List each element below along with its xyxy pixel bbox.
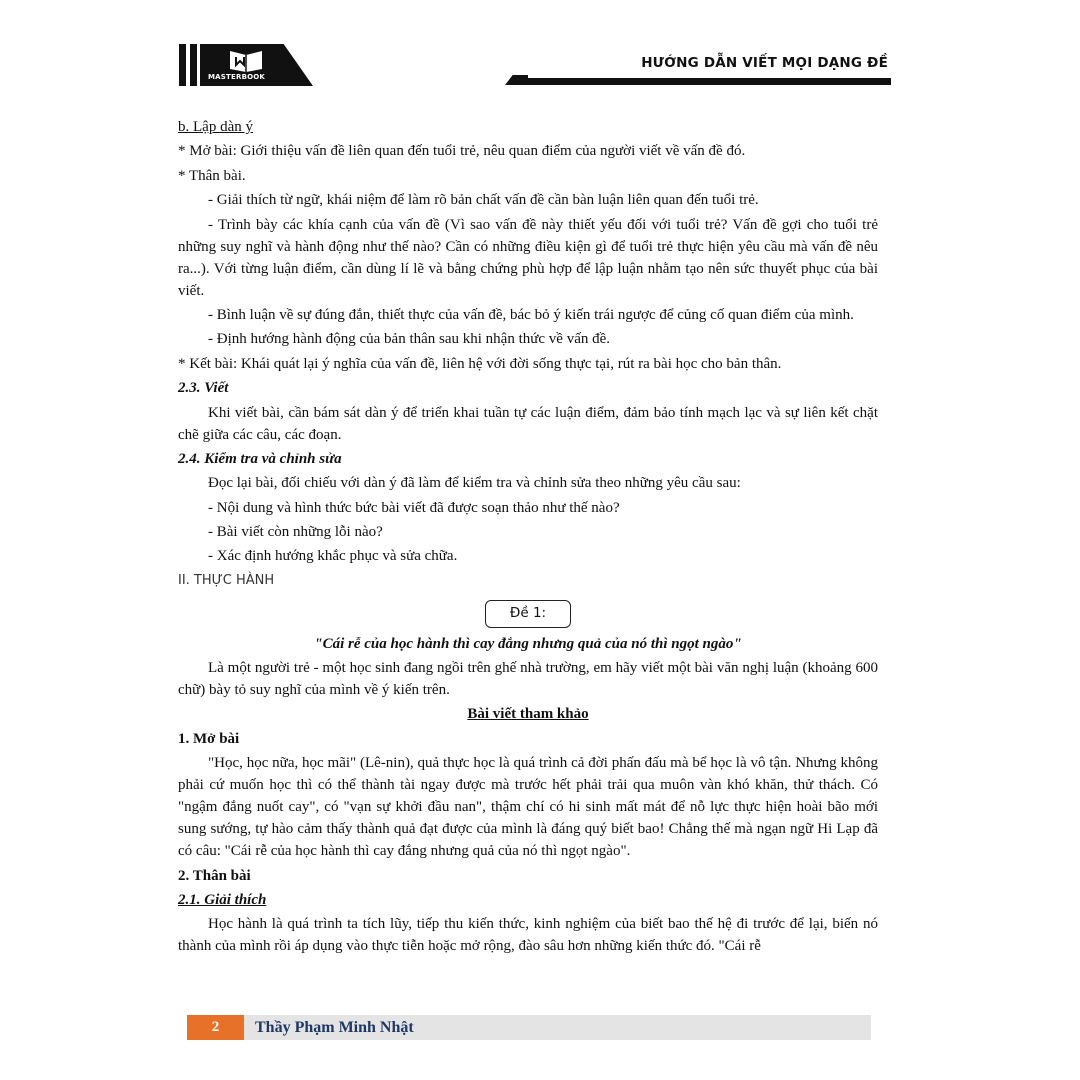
page-header	[0, 0, 1080, 100]
logo-text: MASTERBOOK	[208, 73, 266, 81]
header-title: HƯỚNG DẪN VIẾT MỌI DẠNG ĐỀ	[641, 55, 888, 71]
outline-body-point-1: - Giải thích từ ngữ, khái niệm để làm rõ bản chất vấn đề cần bàn luận liên quan đến tuổi trẻ.	[208, 192, 759, 209]
paragraph-mo-bai: "Học, học nữa, học mãi" (Lê-nin), quả thực học là quá trình cả đời phấn đấu mà bể học là vô tận. Nhưng không phải cứ muốn học thì có thể thành tài ngay được mà trước hết phải trải qua muôn vàn khó khăn, thử thách. Có "ngậm đắng nuốt cay", có "vạn sự khởi đầu nan", thậm chí có hi sinh mất mát để nỗ lực thực hiện hoài bão mới sung sướng, tự hào cảm thấy thành quả đạt được của mình là đáng quý biết bao! Chẳng thế mà ngạn ngữ Hi Lạp đã có câu: "Cái rễ của học hành thì cay đắng nhưng quả của nó thì ngọt ngào".	[178, 755, 878, 860]
heading-than-bai: 2. Thân bài	[178, 867, 251, 884]
topic-quote: "Cái rễ của học hành thì cay đắng nhưng quả của nó thì ngọt ngào"	[314, 635, 742, 652]
author-name: Thầy Phạm Minh Nhật	[255, 1019, 414, 1036]
heading-2-4: 2.4. Kiểm tra và chỉnh sửa	[178, 450, 342, 467]
de-label-box: Đề 1:	[485, 600, 571, 628]
check-item-3: - Xác định hướng khắc phục và sửa chữa.	[208, 548, 458, 565]
check-item-2: - Bài viết còn những lỗi nào?	[208, 524, 383, 541]
outline-body-point-2: - Trình bày các khía cạnh của vấn đề (Vì sao vấn đề này thiết yếu đối với tuổi trẻ? Vấn đề gợi cho tuổi trẻ những suy nghĩ và hành động như thế nào? Cần có những điều kiện gì để tuổi trẻ thực hiện yêu cầu mà vấn đề nêu ra...). Với từng luận điểm, cần dùng lí lẽ và bằng chứng phù hợp để lập luận nhằm tạo nên sức thuyết phục của bài viết.	[178, 216, 878, 299]
outline-body-label: * Thân bài.	[178, 167, 246, 184]
paragraph-2-3: Khi viết bài, cần bám sát dàn ý để triển khai tuần tự các luận điểm, đảm bảo tính mạch lạc và sự liên kết chặt chẽ giữa các câu, các đoạn.	[178, 404, 878, 443]
page-footer	[187, 1015, 871, 1040]
outline-body-point-3: - Bình luận về sự đúng đắn, thiết thực của vấn đề, bác bỏ ý kiến trái ngược để củng cố quan điểm của mình.	[208, 306, 854, 323]
outline-conclusion: * Kết bài: Khái quát lại ý nghĩa của vấn đề, liên hệ với đời sống thực tại, rút ra bài học cho bản thân.	[178, 355, 782, 372]
page-number: 2	[187, 1015, 244, 1040]
paragraph-giai-thich: Học hành là quá trình ta tích lũy, tiếp thu kiến thức, kinh nghiệm của biết bao thế hệ đi trước để lại, biến nó thành của mình rồi áp dụng vào thực tiễn hoặc mở rộng, đào sâu hơn những kiến thức đó. "Cái rễ	[178, 916, 878, 955]
section-practice: II. THỰC HÀNH	[178, 572, 275, 588]
heading-2-3: 2.3. Viết	[178, 380, 229, 397]
page-content	[178, 116, 878, 960]
heading-lap-dan-y: b. Lập dàn ý	[178, 119, 253, 135]
check-item-1: - Nội dung và hình thức bức bài viết đã được soạn thảo như thế nào?	[208, 499, 620, 516]
book-icon	[228, 47, 264, 73]
heading-giai-thich: 2.1. Giải thích	[178, 891, 267, 908]
topic-prompt: Là một người trẻ - một học sinh đang ngồi trên ghế nhà trường, em hãy viết một bài văn nghị luận (khoảng 600 chữ) bày tỏ suy nghĩ của mình về ý kiến trên.	[178, 660, 878, 699]
header-rule-gap	[528, 75, 891, 78]
reference-title: Bài viết tham khảo	[467, 706, 589, 723]
paragraph-2-4: Đọc lại bài, đối chiếu với dàn ý đã làm để kiểm tra và chỉnh sửa theo những yêu cầu sau:	[208, 475, 741, 492]
heading-mo-bai: 1. Mở bài	[178, 730, 240, 747]
outline-intro: * Mở bài: Giới thiệu vấn đề liên quan đến tuổi trẻ, nêu quan điểm của người viết về vấn đề đó.	[178, 143, 746, 160]
de-box-wrap	[178, 594, 878, 630]
outline-body-point-4: - Định hướng hành động của bản thân sau khi nhận thức về vấn đề.	[208, 331, 611, 348]
